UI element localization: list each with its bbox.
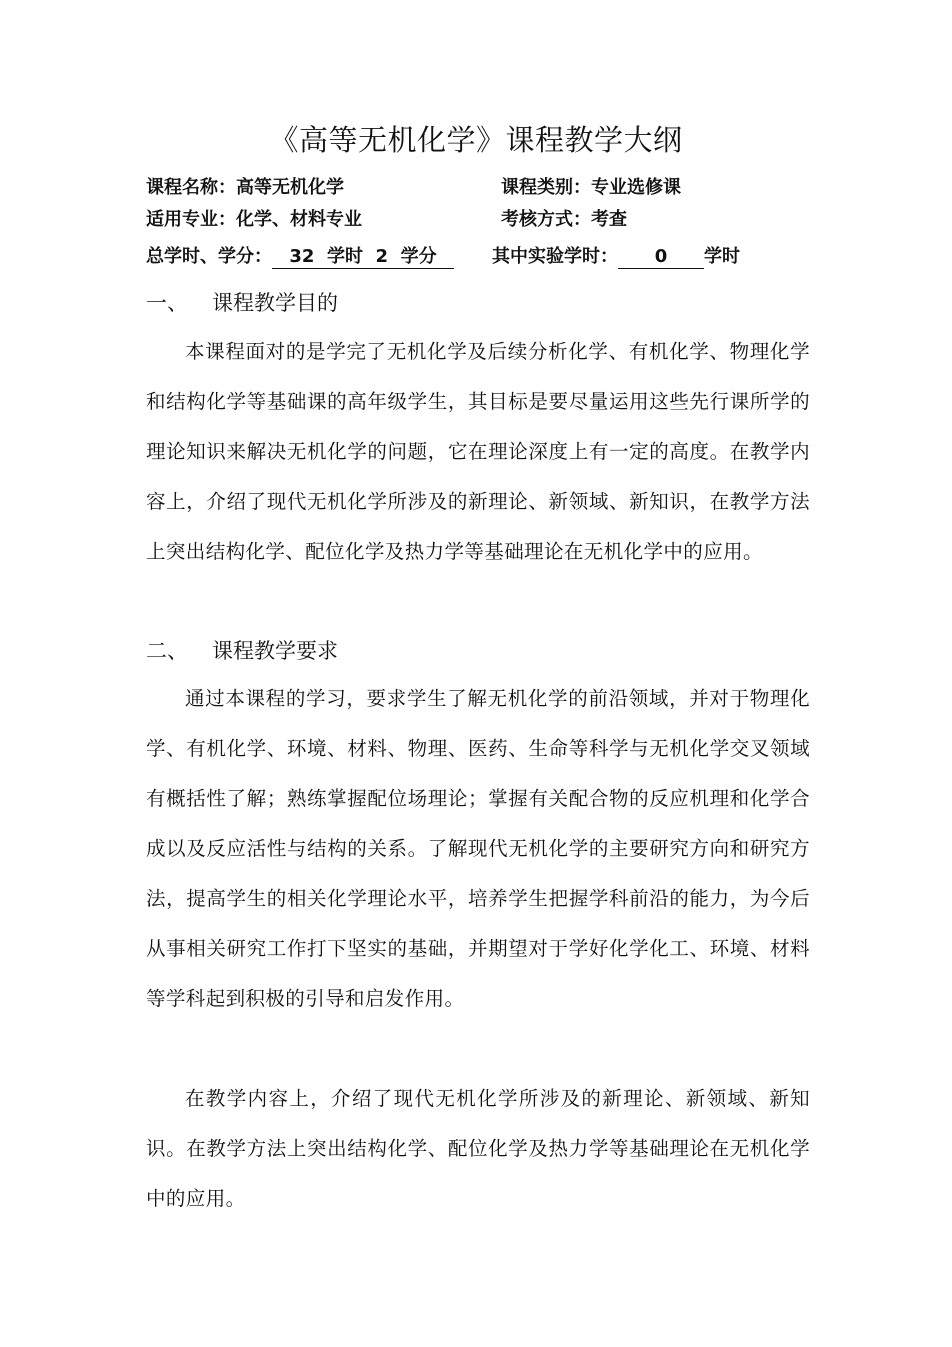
major-value: 化学、材料专业: [236, 209, 362, 230]
course-name-label: 课程名称：: [146, 177, 236, 198]
lab-hours-unit: 学时: [704, 246, 740, 267]
section-1-heading: [146, 288, 338, 318]
hours-credits-underline: [272, 246, 454, 269]
hours-credits-label: 总学时、学分：: [146, 246, 272, 267]
section-1-title: 课程教学目的: [212, 291, 338, 315]
hours-credits-row: [146, 244, 454, 270]
hours-unit: 学时: [326, 246, 363, 267]
section-1-paragraph: 本课程面对的是学完了无机化学及后续分析化学、有机化学、物理化学和结构化学等基础课的高年级学生，其目标是要尽量运用这些先行课所学的理论知识来解决无机化学的问题，它在理论深度上有一定的高度。在教学内容上，介绍了现代无机化学所涉及的新理论、新领域、新知识，在教学方法上突出结构化学、配位化学及热力学等基础理论在无机化学中的应用。: [146, 340, 810, 563]
section-2-number: 二、: [146, 639, 188, 663]
lab-hours-label: 其中实验学时：: [492, 246, 618, 267]
lab-hours-value: 0: [618, 246, 704, 269]
total-hours-value: 32: [289, 246, 315, 267]
assessment-label: 考核方式：: [501, 209, 591, 230]
section-1-number: 一、: [146, 291, 188, 315]
lab-hours-row: [492, 244, 740, 270]
credits-unit: 学分: [400, 246, 437, 267]
section-2-title: 课程教学要求: [212, 639, 338, 663]
assessment-row: [501, 207, 627, 233]
section-2-paragraph-1: 通过本课程的学习，要求学生了解无机化学的前沿领域，并对于物理化学、有机化学、环境、材料、物理、医药、生命等科学与无机化学交叉领域有概括性了解；熟练掌握配位场理论；掌握有关配合物的反应机理和化学合成以及反应活性与结构的关系。了解现代无机化学的主要研究方向和研究方法，提高学生的相关化学理论水平，培养学生把握学科前沿的能力，为今后从事相关研究工作打下坚实的基础，并期望对于学好化学化工、环境、材料等学科起到积极的引导和启发作用。: [146, 687, 810, 1010]
document-title: 《高等无机化学》课程教学大纲: [269, 123, 683, 157]
course-type-value: 专业选修课: [591, 177, 681, 198]
section-2-paragraph-2: 在教学内容上，介绍了现代无机化学所涉及的新理论、新领域、新知识。在教学方法上突出结构化学、配位化学及热力学等基础理论在无机化学中的应用。: [146, 1087, 810, 1210]
assessment-value: 考查: [591, 209, 627, 230]
major-label: 适用专业：: [146, 209, 236, 230]
major-row: [146, 207, 362, 233]
course-type-row: [501, 175, 681, 201]
course-name-row: [146, 175, 344, 201]
section-2-heading: [146, 636, 338, 666]
course-name-value: 高等无机化学: [236, 177, 344, 198]
course-type-label: 课程类别：: [501, 177, 591, 198]
credits-value: 2: [375, 246, 389, 267]
